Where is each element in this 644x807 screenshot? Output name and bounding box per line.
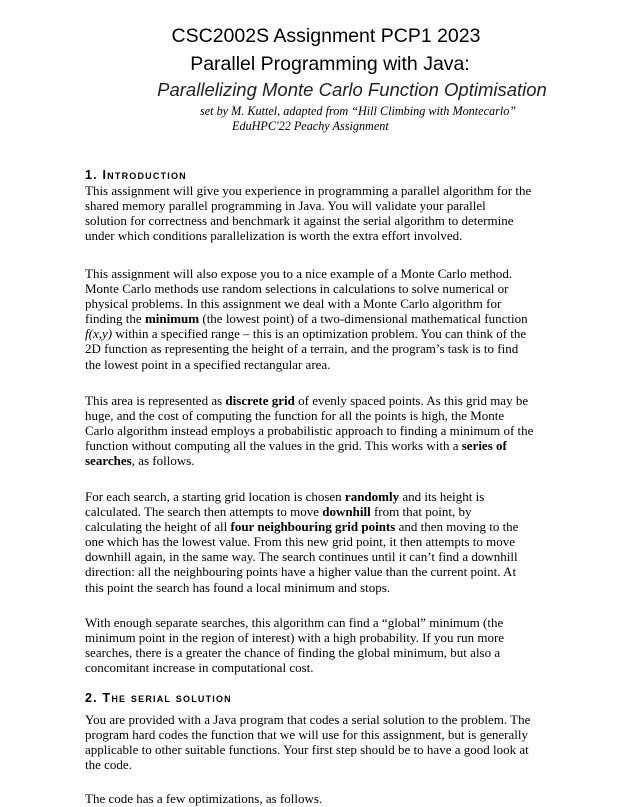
text-line: this point the search has found a local minimum and stops. xyxy=(85,579,391,595)
text-run: and its height is xyxy=(399,489,485,504)
text-line: the lowest point in a specified rectangular area. xyxy=(85,356,331,372)
text-line xyxy=(85,326,565,341)
text-run: For each search, a starting grid location is chosen xyxy=(85,489,345,504)
text-line: applicable to other suitable functions. Your first step should be to have a good look at xyxy=(85,742,529,758)
text-line: direction: all the neighbouring points have a higher value than the current point. At xyxy=(85,564,517,580)
text-line xyxy=(85,311,565,326)
text-line: searches, there is a greater the chance of finding the global minimum, but also a xyxy=(85,645,501,661)
text-line: You are provided with a Java program that codes a serial solution to the problem. The xyxy=(85,712,531,727)
text-line: shared memory parallel programming in Java. You will validate your parallel xyxy=(85,198,486,214)
text-line: This assignment will give you experience in programming a parallel algorithm for the xyxy=(85,183,532,198)
text-line: the code. xyxy=(85,757,132,773)
credit-line-1: set by M. Kuttel, adapted from “Hill Climbing with Montecarlo” xyxy=(200,104,517,118)
text-line: With enough separate searches, this algorithm can find a “global” minimum (the xyxy=(85,615,504,630)
text-run: from that point, by xyxy=(370,504,472,520)
text-run: and then moving to the xyxy=(395,519,519,535)
bold-run: searches xyxy=(85,453,132,469)
text-line: Carlo algorithm instead employs a probabilistic approach to finding a minimum of the xyxy=(85,423,534,439)
text-run: calculating the height of all xyxy=(85,519,231,535)
text-line: one which has the lowest value. From this new grid point, it then attempts to move xyxy=(85,534,516,550)
section-heading-serial-solution xyxy=(85,691,232,706)
text-line: Monte Carlo methods use random selections in calculations to solve numerical or xyxy=(85,281,509,297)
text-line: 2D function as representing the height of a terrain, and the program’s task is to find xyxy=(85,341,519,357)
paragraph xyxy=(85,791,565,806)
text-line: program hard codes the function that we will use for this assignment, but is generally xyxy=(85,727,528,743)
text-line xyxy=(85,489,565,504)
document-title: CSC2002S Assignment PCP1 2023 xyxy=(171,25,481,47)
paragraph xyxy=(85,489,565,595)
text-line: The code has a few optimizations, as follows. xyxy=(85,791,323,806)
document-title-line2: Parallel Programming with Java: xyxy=(190,53,470,75)
text-line: downhill again, in the same way. The search continues until it can’t find a downhill xyxy=(85,549,518,565)
paragraph xyxy=(85,712,565,772)
text-line xyxy=(85,453,565,468)
text-run: function without computing all the values in the grid. This works with a xyxy=(85,438,462,454)
document-subtitle: Parallelizing Monte Carlo Function Optimisation xyxy=(157,79,547,100)
bold-run: minimum xyxy=(144,311,200,327)
section-heading-text: 1. Introduction xyxy=(85,168,187,182)
bold-run: downhill xyxy=(322,504,371,520)
text-line xyxy=(85,504,565,519)
credit-line-2: EduHPC'22 Peachy Assignment xyxy=(232,119,389,133)
bold-run: series of xyxy=(461,438,507,454)
italic-run: f(x,y) xyxy=(85,326,113,342)
text-line: This assignment will also expose you to a nice example of a Monte Carlo method. xyxy=(85,266,513,281)
text-run: (the lowest point) of a two-dimensional mathematical function xyxy=(199,311,528,327)
text-line xyxy=(85,438,565,453)
text-line xyxy=(85,519,565,534)
paragraph xyxy=(85,393,565,468)
text-run: finding the xyxy=(85,311,145,327)
paragraph xyxy=(85,615,565,675)
paragraph xyxy=(85,183,565,243)
bold-run: discrete grid xyxy=(225,393,295,408)
text-line: solution for correctness and benchmark it against the serial algorithm to determine xyxy=(85,213,514,229)
text-run: calculated. The search then attempts to move xyxy=(85,504,323,520)
text-run: of evenly spaced points. As this grid may be xyxy=(294,393,529,408)
text-line xyxy=(85,393,565,408)
text-line: concomitant increase in computational cost. xyxy=(85,660,314,676)
text-line: minimum point in the region of interest) with a high probability. If you run more xyxy=(85,630,505,646)
text-line: huge, and the cost of computing the function for all the points is high, the Monte xyxy=(85,408,505,424)
text-line: under which conditions parallelization is worth the extra effort involved. xyxy=(85,228,463,244)
text-run: This area is represented as xyxy=(85,393,226,408)
text-line: physical problems. In this assignment we deal with a Monte Carlo algorithm for xyxy=(85,296,502,312)
bold-run: four neighbouring grid points xyxy=(230,519,396,535)
section-heading-introduction xyxy=(85,168,187,183)
bold-run: randomly xyxy=(344,489,400,504)
section-heading-text: 2. The serial solution xyxy=(85,691,232,705)
paragraph xyxy=(85,266,565,372)
text-run: , as follows. xyxy=(131,453,195,469)
text-run: within a specified range – this is an optimization problem. You can think of the xyxy=(112,326,527,342)
